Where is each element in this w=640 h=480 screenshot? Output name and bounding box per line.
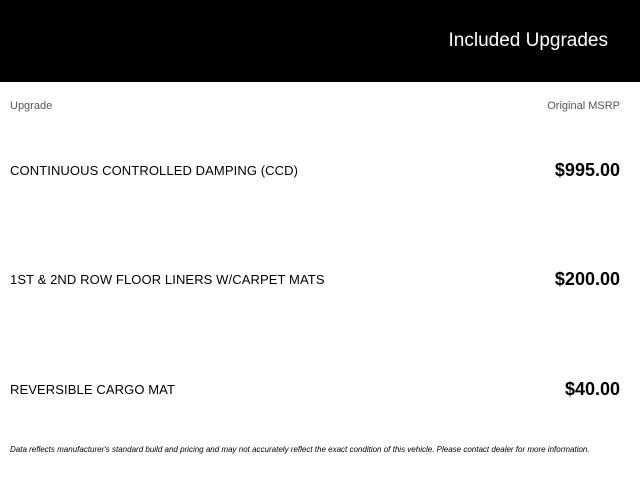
upgrade-price: $200.00 [554,268,620,289]
disclaimer-text: Data reflects manufacturer's standard build and pricing and may not accurately reflect the exact condition of this vehicle. Please contact dealer for more information. [10,445,590,454]
upgrade-price: $995.00 [554,159,620,180]
column-header-msrp: Original MSRP [547,100,620,112]
upgrade-price: $40.00 [564,378,620,399]
upgrade-name: CONTINUOUS CONTROLLED DAMPING (CCD) [10,162,299,178]
table-row [10,158,620,182]
upgrade-name: 1ST & 2ND ROW FLOOR LINERS W/CARPET MATS [10,271,325,287]
upgrade-name: REVERSIBLE CARGO MAT [10,381,176,397]
header-bar [0,0,640,82]
table-row [10,267,620,291]
page-title: Included Upgrades [448,30,608,51]
table-row [10,377,620,401]
column-header-upgrade: Upgrade [10,100,53,112]
table-column-headers [10,100,620,113]
